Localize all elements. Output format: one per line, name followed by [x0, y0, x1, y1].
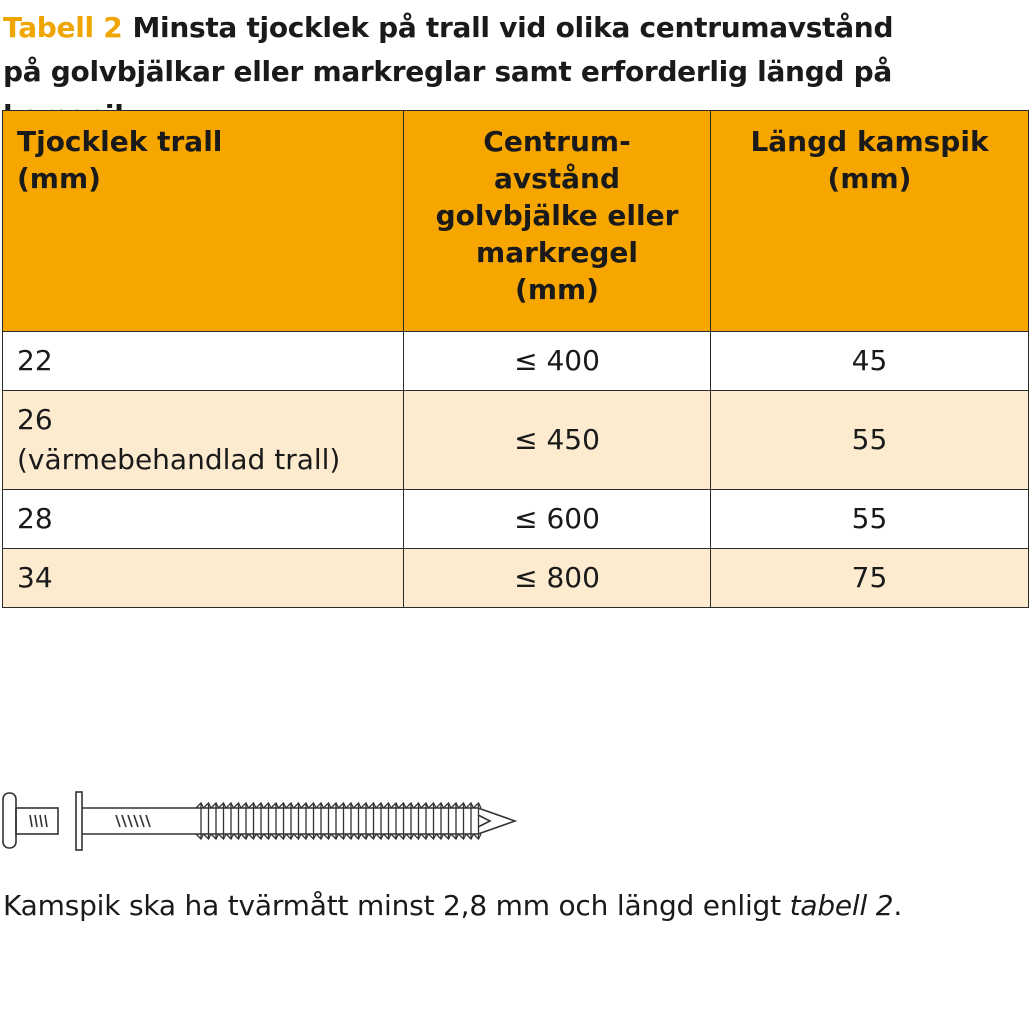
cell-nail-length: 55	[711, 490, 1029, 549]
header-spacing-unit: (mm)	[515, 273, 599, 306]
cell-nail-length: 45	[711, 332, 1029, 391]
header-nail-length-unit: (mm)	[827, 162, 912, 195]
cell-thickness: 22	[3, 332, 404, 391]
nail-note-end: .	[893, 889, 903, 922]
cell-spacing: ≤ 800	[404, 549, 711, 608]
cell-spacing: ≤ 600	[404, 490, 711, 549]
table-header-row	[3, 111, 1029, 332]
cell-thickness-value: 26	[17, 403, 53, 436]
cell-nail-length: 55	[711, 391, 1029, 490]
caption-line-2: på golvbjälkar eller markreglar samt erforderlig längd på	[3, 55, 892, 88]
header-spacing-line: avstånd	[493, 162, 621, 195]
header-nail-length-line: Längd kamspik	[750, 125, 989, 158]
ring-shank-nail-icon	[0, 785, 520, 855]
cell-thickness	[3, 391, 404, 490]
cell-thickness: 34	[3, 549, 404, 608]
nail-note-reference: tabell 2	[789, 889, 894, 922]
header-spacing-line: markregel	[476, 236, 638, 269]
header-thickness-unit: (mm)	[17, 162, 101, 195]
cell-spacing: ≤ 400	[404, 332, 711, 391]
table-row	[3, 490, 1029, 549]
cell-nail-length: 75	[711, 549, 1029, 608]
header-spacing	[404, 111, 711, 332]
table-row	[3, 332, 1029, 391]
nail-note	[3, 886, 902, 926]
nail-note-text: Kamspik ska ha tvärmått minst 2,8 mm och längd enligt	[3, 889, 790, 922]
table-row	[3, 391, 1029, 490]
header-thickness	[3, 111, 404, 332]
cell-spacing: ≤ 450	[404, 391, 711, 490]
header-nail-length	[711, 111, 1029, 332]
cell-thickness-note: (värmebehandlad trall)	[17, 443, 341, 476]
header-spacing-line: Centrum-	[483, 125, 631, 158]
cell-thickness: 28	[3, 490, 404, 549]
caption-title: Minsta tjocklek på trall vid olika centrumavstånd	[132, 11, 894, 44]
header-thickness-line: Tjocklek trall	[17, 125, 223, 158]
nail-length-table	[2, 110, 1029, 608]
caption-line-1	[3, 6, 1023, 50]
table-number: Tabell 2	[3, 11, 123, 44]
table-row	[3, 549, 1029, 608]
header-spacing-line: golvbjälke eller	[435, 199, 679, 232]
